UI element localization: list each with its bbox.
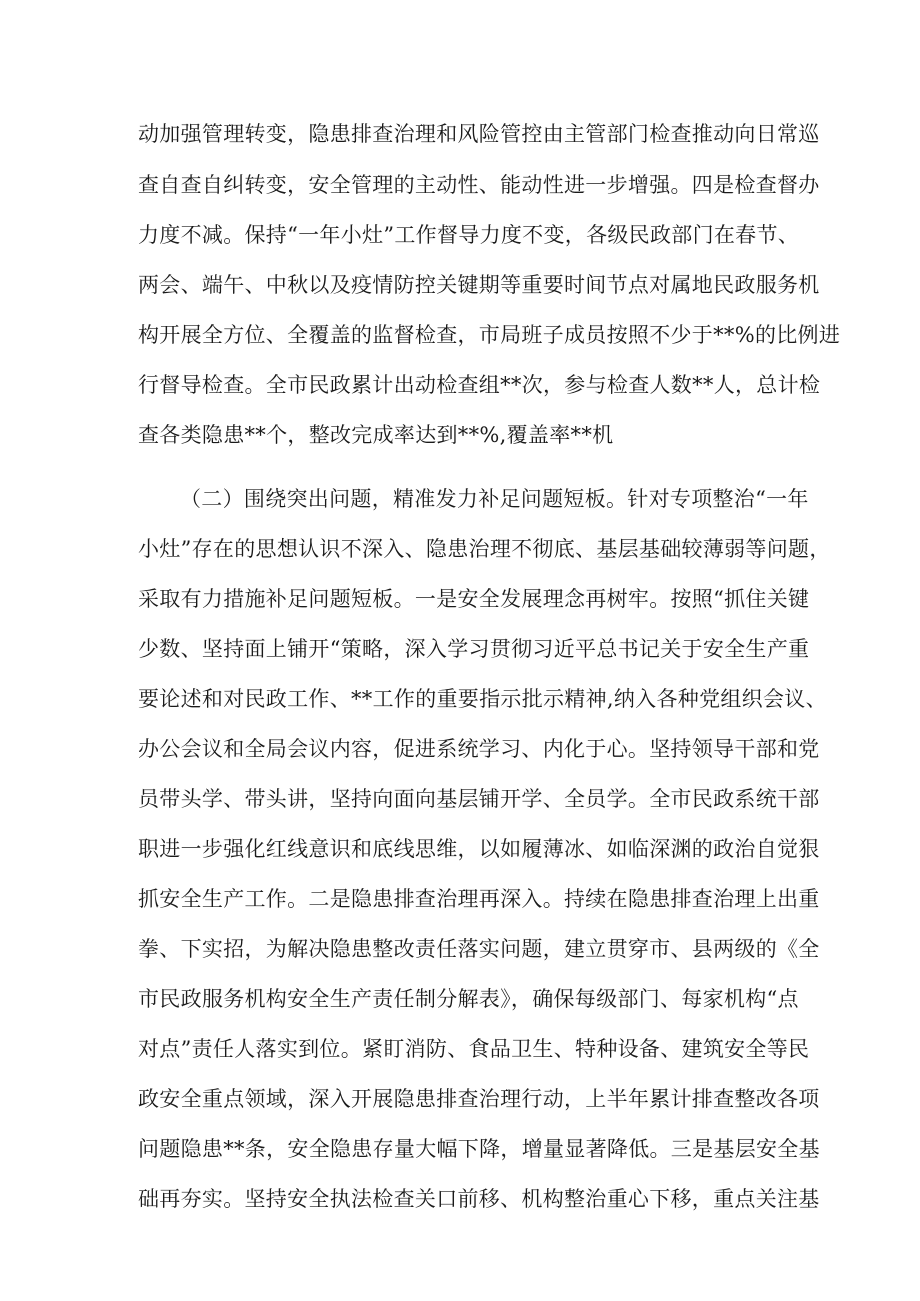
text-line: 础再夯实。坚持安全执法检查关口前移、机构整治重心下移，重点关注基	[138, 1187, 820, 1211]
text-line: 小灶”存在的思想认识不深入、隐患治理不彻底、基层基础较薄弱等问题，	[138, 537, 831, 561]
text-line: 办公会议和全局会议内容，促进系统学习、内化于心。坚持领导干部和党	[138, 737, 820, 761]
text-line: 政安全重点领域，深入开展隐患排查治理行动，上半年累计排查整改各项	[138, 1087, 820, 1111]
text-line: 少数、坚持面上铺开“策略，深入学习贯彻习近平总书记关于安全生产重	[138, 637, 810, 661]
text-line: 问题隐患**条，安全隐患存量大幅下降，增量显著降低。三是基层安全基	[138, 1137, 820, 1161]
text-line: 对点”责任人落实到位。紧盯消防、食品卫生、特种设备、建筑安全等民	[138, 1037, 810, 1061]
text-line: 市民政服务机构安全生产责任制分解表》，确保每级部门、每家机构“点	[138, 987, 799, 1011]
text-line: 员带头学、带头讲，坚持向面向基层铺开学、全员学。全市民政系统干部	[138, 787, 820, 811]
text-line: 抓安全生产工作。二是隐患排查治理再深入。持续在隐患排查治理上出重	[138, 887, 820, 911]
text-line: 查各类隐患**个，整改完成率达到**%,覆盖率**机	[138, 423, 614, 447]
text-line: 拳、下实招，为解决隐患整改责任落实问题，建立贯穿市、县两级的《全	[138, 937, 820, 961]
text-line: 要论述和对民政工作、**工作的重要指示批示精神,纳入各种党组织会议、	[138, 687, 827, 711]
text-line: 查自查自纠转变，安全管理的主动性、能动性进一步增强。四是检查督办	[138, 173, 820, 197]
text-line: 行督导检查。全市民政累计出动检查组**次，参与检查人数**人，总计检	[138, 373, 821, 397]
text-line: 两会、端午、中秋以及疫情防控关键期等重要时间节点对属地民政服务机	[138, 273, 820, 297]
text-line: 力度不减。保持“一年小灶”工作督导力度不变，各级民政部门在春节、	[138, 223, 800, 247]
paragraph-heading-line: （二）围绕突出问题，精准发力补足问题短板。针对专项整治“一年	[180, 487, 809, 511]
text-line: 职进一步强化红线意识和底线思维，以如履薄冰、如临深渊的政治自觉狠	[138, 837, 820, 861]
text-line: 构开展全方位、全覆盖的监督检查，市局班子成员按照不少于**%的比例进	[138, 323, 841, 347]
text-line: 采取有力措施补足问题短板。一是安全发展理念再树牢。按照“抓住关键	[138, 587, 810, 611]
text-line: 动加强管理转变，隐患排查治理和风险管控由主管部门检查推动向日常巡	[138, 122, 820, 146]
